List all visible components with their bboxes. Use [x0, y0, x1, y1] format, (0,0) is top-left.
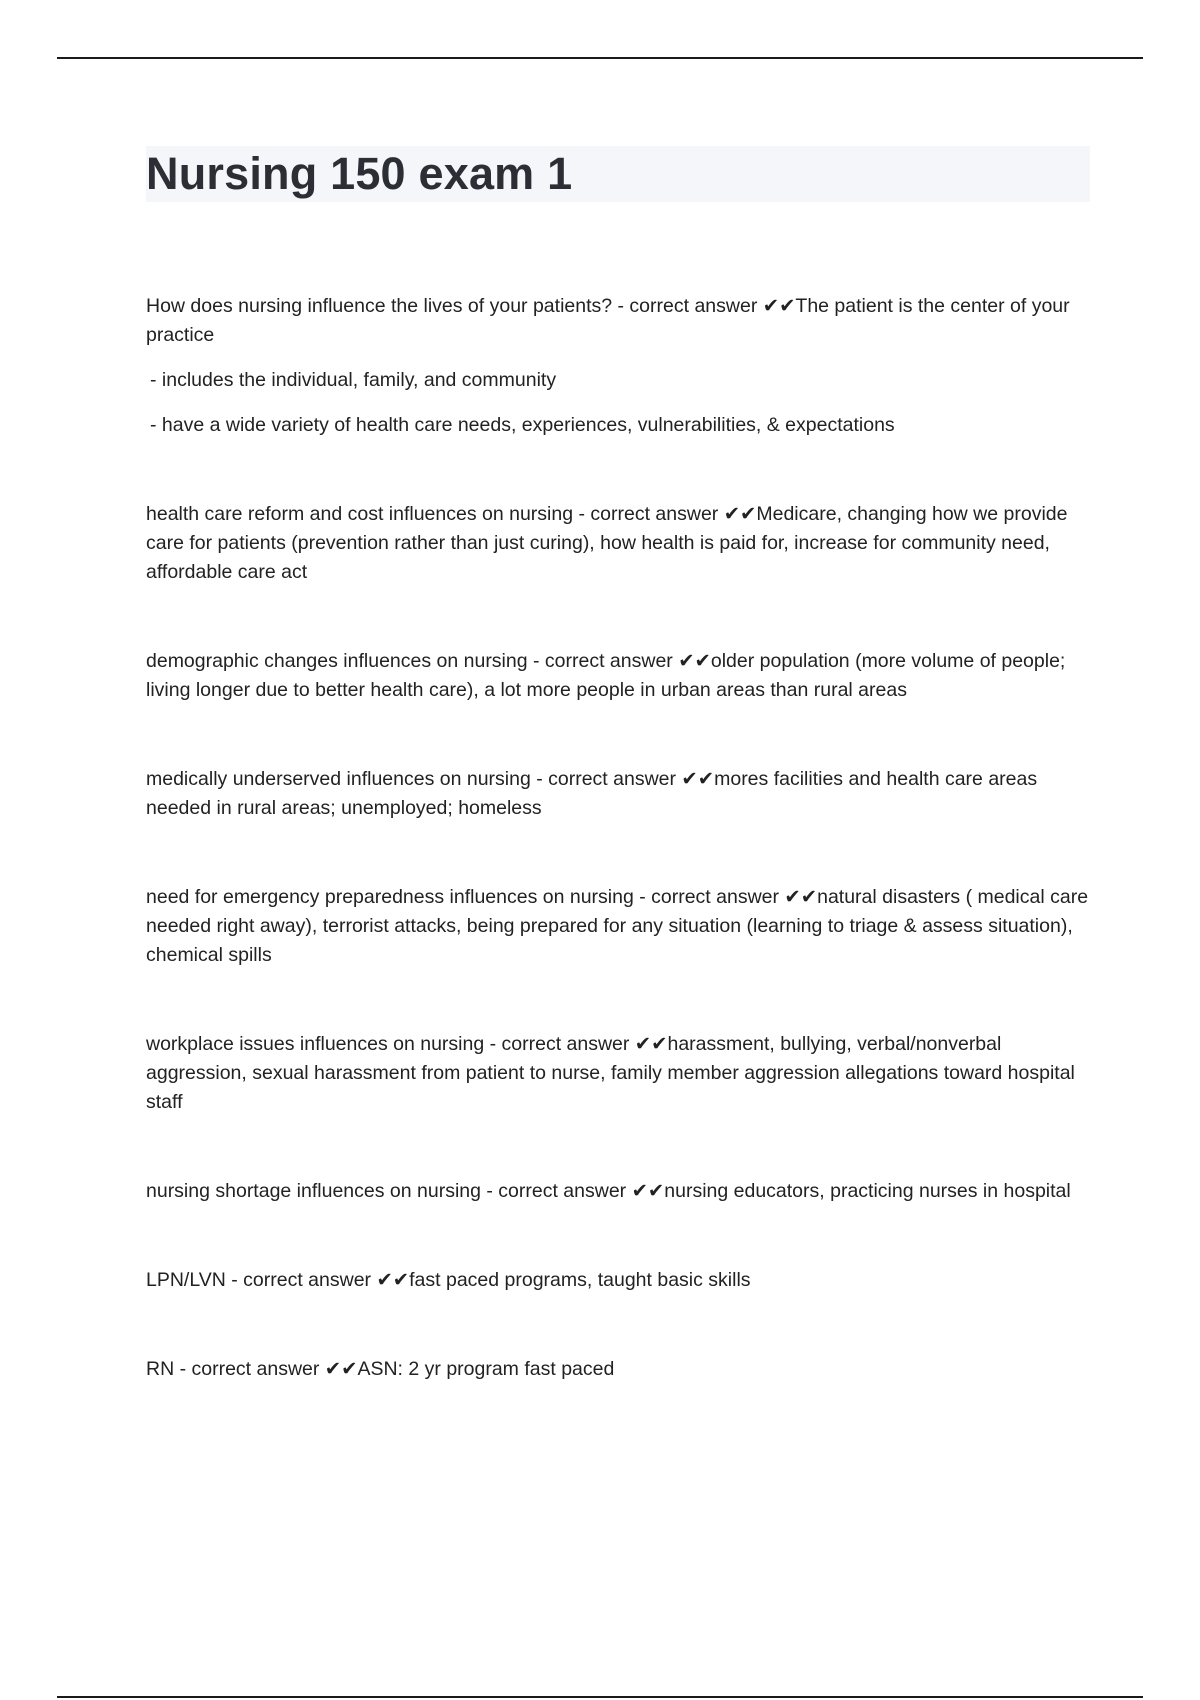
top-rule [57, 57, 1143, 59]
qa-item [146, 1030, 1090, 1117]
qa-text: need for emergency preparedness influences on nursing - correct answer ✔✔natural disasters ( medical care needed right away), terrorist attacks, being prepared for any situation (learning to triage & assess situation), chemical spills [146, 886, 1089, 966]
qa-item [146, 1355, 1090, 1384]
qa-list [146, 292, 1090, 1384]
qa-item [146, 500, 1090, 587]
qa-subpoint: - have a wide variety of health care needs, experiences, vulnerabilities, & expectations [150, 414, 895, 436]
document-content [146, 146, 1090, 1384]
qa-text: health care reform and cost influences on nursing - correct answer ✔✔Medicare, changing how we provide care for patients (prevention rather than just curing), how health is paid for, increase for community need, affordable care act [146, 503, 1068, 583]
qa-subpoint: - includes the individual, family, and community [150, 369, 557, 391]
qa-text: LPN/LVN - correct answer ✔✔fast paced programs, taught basic skills [146, 1269, 751, 1291]
qa-item [146, 1266, 1090, 1295]
qa-item [146, 647, 1090, 705]
qa-text: How does nursing influence the lives of your patients? - correct answer ✔✔The patient is the center of your practice [146, 295, 1070, 346]
qa-text: demographic changes influences on nursing - correct answer ✔✔older population (more volume of people; living longer due to better health care), a lot more people in urban areas than rural areas [146, 650, 1066, 701]
title-block [146, 146, 1090, 202]
qa-item [146, 765, 1090, 823]
qa-item [146, 1177, 1090, 1206]
qa-text: medically underserved influences on nursing - correct answer ✔✔mores facilities and health care areas needed in rural areas; unemployed; homeless [146, 768, 1038, 819]
qa-item [146, 292, 1090, 440]
bottom-rule [57, 1696, 1143, 1698]
document-title: Nursing 150 exam 1 [146, 148, 573, 199]
qa-text: nursing shortage influences on nursing - correct answer ✔✔nursing educators, practicing nurses in hospital [146, 1180, 1071, 1202]
qa-item [146, 883, 1090, 970]
qa-text: RN - correct answer ✔✔ASN: 2 yr program fast paced [146, 1358, 615, 1380]
qa-text: workplace issues influences on nursing - correct answer ✔✔harassment, bullying, verbal/nonverbal aggression, sexual harassment from patient to nurse, family member aggression allegations toward hospital staff [146, 1033, 1075, 1113]
